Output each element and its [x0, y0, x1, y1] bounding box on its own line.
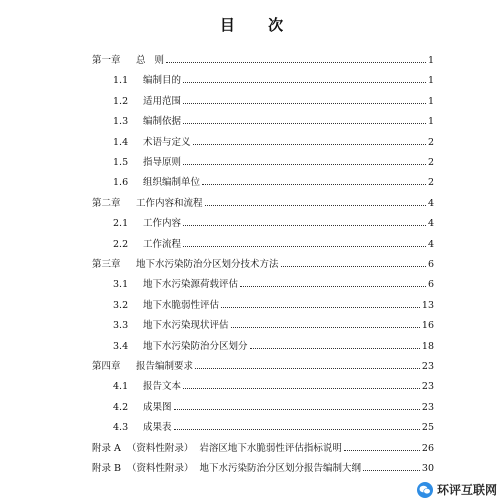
toc-page-number: 1 [427, 116, 434, 128]
toc-number: 4.1 [113, 381, 129, 393]
toc-page-number: 23 [421, 381, 434, 393]
toc-leader-dots [344, 450, 420, 451]
toc-entry [113, 319, 434, 333]
toc-label [113, 299, 219, 313]
toc-label [113, 278, 238, 292]
toc-leader-dots [221, 307, 420, 308]
toc-entry [92, 462, 434, 476]
toc-number: 3.1 [113, 279, 129, 291]
toc-leader-dots [183, 123, 426, 124]
wechat-icon [417, 482, 433, 498]
toc-page-number: 2 [427, 136, 434, 148]
toc-label [92, 360, 193, 374]
toc-entry [113, 217, 434, 231]
toc-page-number: 4 [427, 218, 434, 230]
toc-entry [113, 401, 434, 415]
toc-leader-dots [183, 103, 426, 104]
toc-number: 2.2 [113, 238, 129, 250]
toc-label [92, 442, 342, 456]
toc-page-number: 6 [427, 279, 434, 291]
toc-page-number: 18 [421, 340, 434, 352]
toc-label [113, 421, 172, 435]
toc-title: 地下水污染源荷载评估 [143, 279, 239, 291]
toc-entry [113, 278, 434, 292]
toc-title: （资料性附录） 地下水污染防治分区划分报告编制大纲 [127, 463, 362, 474]
toc-title: （资料性附录） 岩溶区地下水脆弱性评估指标说明 [126, 442, 342, 454]
toc-page-number: 30 [421, 463, 434, 474]
toc-page-number: 6 [427, 259, 434, 270]
toc-number: 附录 A [92, 442, 121, 454]
toc-label [113, 380, 181, 394]
toc-leader-dots [174, 409, 420, 410]
toc-entry [113, 340, 434, 354]
toc-entry [92, 360, 434, 374]
toc-page-number: 1 [427, 55, 434, 66]
toc-leader-dots [195, 368, 420, 369]
toc-label [113, 319, 229, 333]
toc-leader-dots [183, 225, 426, 226]
toc-label [113, 340, 248, 354]
toc-leader-dots [174, 429, 420, 430]
toc-number: 1.4 [113, 136, 129, 148]
toc-number: 1.3 [113, 116, 129, 128]
toc-title: 指导原则 [143, 157, 182, 168]
toc-leader-dots [183, 388, 420, 389]
toc-leader-dots [281, 266, 426, 267]
toc-title: 成果表 [143, 422, 172, 434]
toc-number: 1.1 [113, 75, 129, 87]
toc-page-number: 1 [427, 95, 434, 107]
toc-title: 报告编制要求 [136, 361, 194, 372]
toc-page-number: 4 [427, 238, 434, 250]
toc-title: 工作内容 [143, 218, 182, 230]
toc-number: 第二章 [92, 197, 121, 209]
toc-leader-dots [183, 246, 426, 247]
toc-leader-dots [183, 82, 426, 83]
toc-leader-dots [250, 348, 420, 349]
toc-label [92, 197, 203, 211]
toc-title: 地下水污染防治分区划分技术方法 [136, 259, 279, 270]
toc-page-number: 25 [421, 422, 434, 434]
toc-leader-dots [231, 327, 420, 328]
toc-label [92, 54, 164, 68]
toc-label [113, 95, 181, 109]
toc-title: 地下水污染现状评估 [143, 320, 229, 332]
toc-label [92, 258, 279, 272]
toc-entry [113, 74, 434, 88]
toc-number: 3.3 [113, 320, 129, 332]
toc-entry [113, 95, 434, 109]
toc-label [92, 462, 361, 476]
toc-number: 1.6 [113, 177, 129, 189]
toc-leader-dots [363, 470, 420, 471]
toc-title: 编制目的 [143, 75, 182, 87]
toc-entry [113, 238, 434, 252]
toc-number: 1.2 [113, 95, 129, 107]
toc-leader-dots [183, 164, 426, 165]
toc-leader-dots [202, 184, 426, 185]
toc-page-number: 1 [427, 75, 434, 87]
toc-number: 第三章 [92, 259, 121, 270]
toc-label [113, 217, 181, 231]
toc-number: 3.2 [113, 299, 129, 311]
toc-title: 编制依据 [143, 116, 182, 128]
toc-title: 地下水污染防治分区划分 [143, 340, 248, 352]
toc-number: 第四章 [92, 361, 121, 372]
toc-number: 3.4 [113, 340, 129, 352]
toc-number: 2.1 [113, 218, 129, 230]
watermark-text: 环评互联网 [436, 483, 497, 497]
toc-page-number: 23 [421, 361, 434, 372]
watermark [417, 481, 497, 498]
toc-entry [113, 156, 434, 170]
toc-page-number: 16 [421, 320, 434, 332]
toc-title: 工作内容和流程 [136, 197, 203, 209]
toc-number: 附录 B [92, 463, 122, 474]
toc-number: 4.3 [113, 422, 129, 434]
toc-page-number: 2 [427, 157, 434, 168]
toc-title: 工作流程 [143, 238, 182, 250]
toc-leader-dots [193, 144, 426, 145]
toc-entry [92, 54, 434, 68]
toc-entry [113, 299, 434, 313]
toc-label [113, 401, 172, 415]
toc-label [113, 136, 191, 150]
page-title: 目 次 [219, 16, 298, 34]
toc-page-number: 23 [421, 401, 434, 413]
toc-title: 报告文本 [143, 381, 182, 393]
toc-label [113, 115, 181, 129]
toc-label [113, 238, 181, 252]
toc-label [113, 176, 200, 190]
toc-entry [92, 197, 434, 211]
toc-page-number: 2 [427, 177, 434, 189]
toc-number: 1.5 [113, 157, 129, 168]
toc-label [113, 156, 181, 170]
toc-entry [92, 442, 434, 456]
toc-title: 地下水脆弱性评估 [143, 299, 220, 311]
toc-entry [113, 176, 434, 190]
toc-title: 术语与定义 [143, 136, 191, 148]
toc-page-number: 13 [421, 299, 434, 311]
toc-number: 第一章 [92, 55, 121, 66]
toc-page-number: 4 [427, 197, 434, 209]
toc-title: 成果图 [143, 401, 172, 413]
toc-page-number: 26 [421, 442, 434, 454]
toc-title: 适用范围 [143, 95, 182, 107]
toc-entry [113, 421, 434, 435]
toc-number: 4.2 [113, 401, 129, 413]
toc-leader-dots [166, 62, 426, 63]
toc-leader-dots [240, 286, 426, 287]
toc-entry [113, 136, 434, 150]
toc-title: 组织编制单位 [143, 177, 201, 189]
toc-leader-dots [205, 205, 426, 206]
toc-label [113, 74, 181, 88]
toc-entry [113, 115, 434, 129]
toc-entry [92, 258, 434, 272]
toc-title: 总 则 [136, 55, 165, 66]
toc-entry [113, 380, 434, 394]
